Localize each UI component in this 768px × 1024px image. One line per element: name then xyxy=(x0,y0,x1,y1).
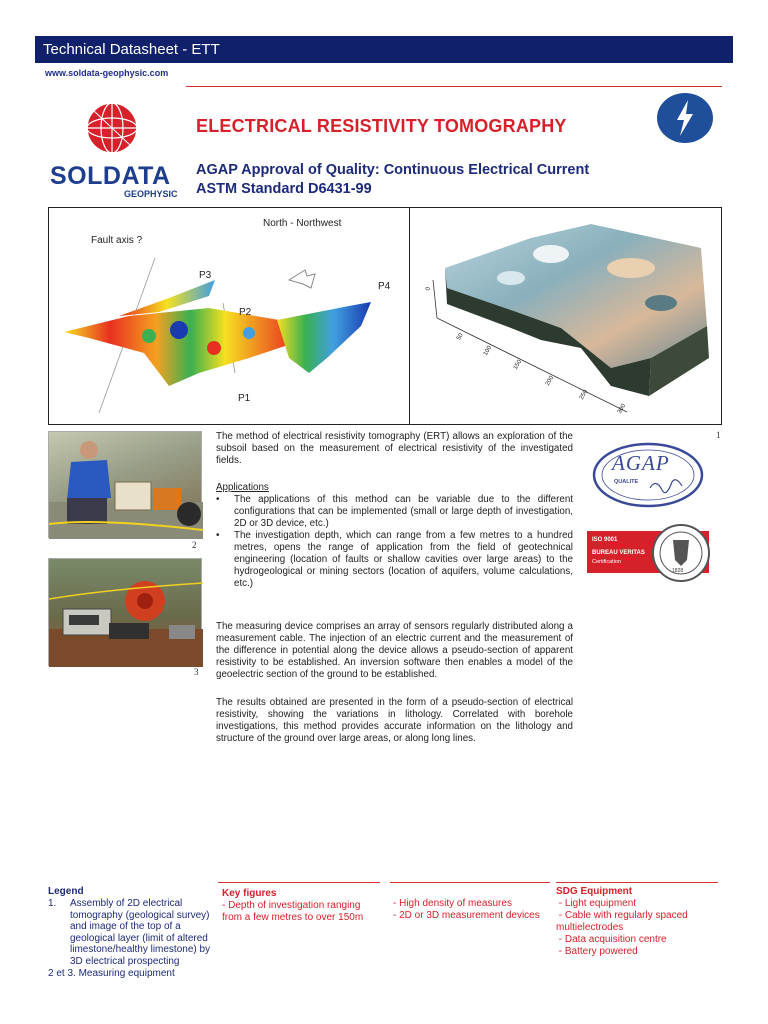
bv-year: 1828 xyxy=(672,568,684,574)
axis-tick: 200 xyxy=(544,375,556,387)
bv-seal-icon xyxy=(652,524,710,582)
bv-name: BUREAU VERITAS xyxy=(592,550,645,556)
figure-number: 3 xyxy=(194,667,199,677)
sdg-item: multielectrodes xyxy=(556,922,624,933)
key-figures-heading: Key figures xyxy=(222,888,277,899)
subtitle-approval: AGAP Approval of Quality: Continuous Electrical Current xyxy=(196,162,590,178)
header-bar xyxy=(35,36,733,63)
divider xyxy=(556,882,718,883)
header-title: Technical Datasheet - ETT xyxy=(43,41,220,58)
lightning-bolt-icon xyxy=(656,92,714,144)
profile-label: P2 xyxy=(239,307,252,318)
agap-text: AGAP xyxy=(612,451,670,475)
legend-item-number: 1. xyxy=(48,898,57,909)
results-paragraph: The results obtained are presented in the form of a pseudo-section of electrical resistivity, showing the variations in lithology. Correlated with borehole investigations, this method provides accurate information on the lithology and structure of the ground over large areas, or along long lines. xyxy=(216,697,573,744)
sdg-item: - Cable with regularly spaced xyxy=(556,910,688,921)
surface-3d-figure xyxy=(411,208,721,424)
tomography-2d-figure xyxy=(49,208,409,424)
divider xyxy=(218,882,380,883)
logo-text: SOLDATA xyxy=(50,162,171,190)
figure-number: 2 xyxy=(192,540,197,550)
sdg-item: - Light equipment xyxy=(556,898,637,909)
applications-heading: Applications xyxy=(216,482,269,493)
figure-divider xyxy=(409,207,410,425)
sdg-equipment-heading: SDG Equipment xyxy=(556,886,633,897)
legend-item: Assembly of 2D electrical tomography (geological survey) and image of the top of a geological layer (limit of altered limestone/healthy limestone) by 3D electrical prospecting xyxy=(70,898,211,967)
axis-tick: 0 xyxy=(425,286,433,292)
axis-tick: 250 xyxy=(578,389,590,401)
fault-axis-label: Fault axis ? xyxy=(91,235,143,246)
iso-label: ISO 9001 xyxy=(592,537,618,543)
figure-number: 1 xyxy=(716,430,721,440)
axis-tick: 50 xyxy=(456,332,465,342)
sdg-item: - Data acquisition centre xyxy=(556,934,667,945)
axis-tick: 150 xyxy=(512,359,524,371)
list-item: • The applications of this method can be variable due to the different configurations that can be implemented (small or large depth of investigation, 2D or 3D device, etc.) xyxy=(216,494,573,530)
key-figure-item: - High density of measures xyxy=(393,898,512,909)
subtitle-standard: ASTM Standard D6431-99 xyxy=(196,181,372,197)
divider xyxy=(186,86,722,87)
key-figure-item: - 2D or 3D measurement devices xyxy=(393,910,540,921)
profile-label: P1 xyxy=(238,393,251,404)
page-title: ELECTRICAL RESISTIVITY TOMOGRAPHY xyxy=(196,116,567,136)
profile-label: P3 xyxy=(199,270,212,281)
applications-list xyxy=(216,494,573,590)
sdg-item: - Battery powered xyxy=(556,946,638,957)
divider xyxy=(390,882,550,883)
agap-ring-text: QUALITE xyxy=(614,479,639,485)
axis-tick: 300 xyxy=(616,403,628,415)
legend-item: 2 et 3. Measuring equipment xyxy=(48,968,175,979)
direction-label: North - Northwest xyxy=(263,218,342,229)
bv-certification: Certification xyxy=(592,559,622,565)
profile-label: P4 xyxy=(378,281,391,292)
field-equipment-photo xyxy=(48,431,202,538)
logo-subtext: GEOPHYSIC xyxy=(124,189,178,199)
legend-heading: Legend xyxy=(48,886,84,897)
device-paragraph: The measuring device comprises an array of sensors regularly distributed along a measurement cable. The injection of an electric current and the measurement of the difference in potential along the device allows a pseudo-section of apparent resistivity to be established. An inversion software then enables a model of the geoelectric section of the ground to be established. xyxy=(216,621,573,680)
key-figure-item: from a few metres to over 150m xyxy=(222,912,364,923)
agap-badge xyxy=(592,442,704,508)
soldata-logo xyxy=(48,100,178,200)
key-figure-item: - Depth of investigation ranging xyxy=(222,900,361,911)
intro-paragraph: The method of electrical resistivity tomography (ERT) allows an exploration of the subsoil based on the measurement of electrical resistivity of the investigated fields. xyxy=(216,431,573,466)
website-link[interactable]: www.soldata-geophysic.com xyxy=(45,68,169,78)
measuring-equipment-photo xyxy=(48,558,202,666)
axis-tick: 100 xyxy=(482,345,494,357)
list-item: • The investigation depth, which can range from a few metres to a hundred metres, opens the range of application from the field of geotechnical engineering (location of faults or shallow cavities over large areas) to the hydrogeological or mining sectors (location of aquifers, volume calculations, etc.) xyxy=(216,530,573,590)
